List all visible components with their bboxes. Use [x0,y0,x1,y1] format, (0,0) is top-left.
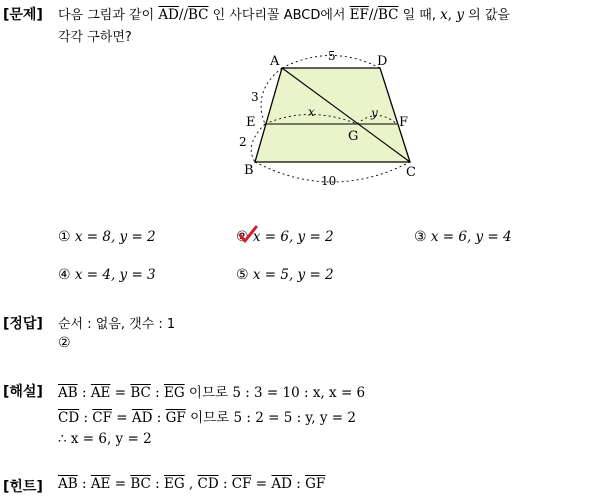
choice-1[interactable]: ① x = 8, y = 2 [58,229,156,245]
explanation-tag: [해설] [3,384,43,400]
question-tag: [문제] [3,7,43,23]
label-a: A [270,54,280,69]
choice-5[interactable]: ⑤ x = 5, y = 2 [236,267,334,283]
label-d: D [377,54,388,69]
label-b: B [244,163,254,178]
explanation-line-1: $\overline{AB}$ : $\overline{AE} = \overline{BC}$ : $\overline{EG}$ 이므로 5 : 3 = 10 : x, x = 6 [58,385,366,401]
question-line-2: 각각 구하면? [58,30,132,45]
hint-line: $\overline{AB}$ : $\overline{AE} = \overline{BC}$ : $\overline{EG}$ , $\overline{CD}$ : $\overline{CF} = \overline{AD}$ : $\overline{GF}$ [58,476,326,492]
label-g: G [348,129,359,144]
length-bc: 10 [321,174,337,188]
length-ad: 5 [328,49,336,63]
trapezoid-figure [230,45,430,190]
choice-2[interactable]: ② x = 6, y = 2 [236,229,334,245]
length-eb: 2 [239,135,247,149]
label-e: E [246,115,256,130]
hint-tag: [힌트] [3,479,43,495]
question-line-1: 다음 그림과 같이 $\overline{AD}//\overline{BC}$ 인 사다리꼴 ABCD에서 $\overline{EF}//\overline{BC}$ 일 때, x, y 의 값을 [58,7,510,23]
label-c: C [406,165,416,180]
length-x: x [308,105,315,119]
segment-ad: $\overline{AD}$ [158,7,179,23]
trapezoid-shape [255,68,410,162]
answer-line-2: ② [58,335,71,351]
length-ae: 3 [251,90,259,104]
label-f: F [399,115,409,130]
answer-tag: [정답] [3,316,43,332]
choice-4[interactable]: ④ x = 4, y = 3 [58,267,156,283]
answer-line-1: 순서 : 없음, 갯수 : 1 [58,317,176,332]
length-y: y [371,106,378,120]
segment-bc: $\overline{BC}$ [188,7,209,23]
check-mark-icon [238,225,258,245]
choice-3[interactable]: ③ x = 6, y = 4 [414,229,512,245]
segment-ef: $\overline{EF}$ [349,7,369,23]
explanation-line-2: $\overline{CD}$ : $\overline{CF} = \overline{AD}$ : $\overline{GF}$ 이므로 5 : 2 = 5 : y, y = 2 [58,410,356,426]
explanation-line-3: ∴ x = 6, y = 2 [58,431,152,447]
